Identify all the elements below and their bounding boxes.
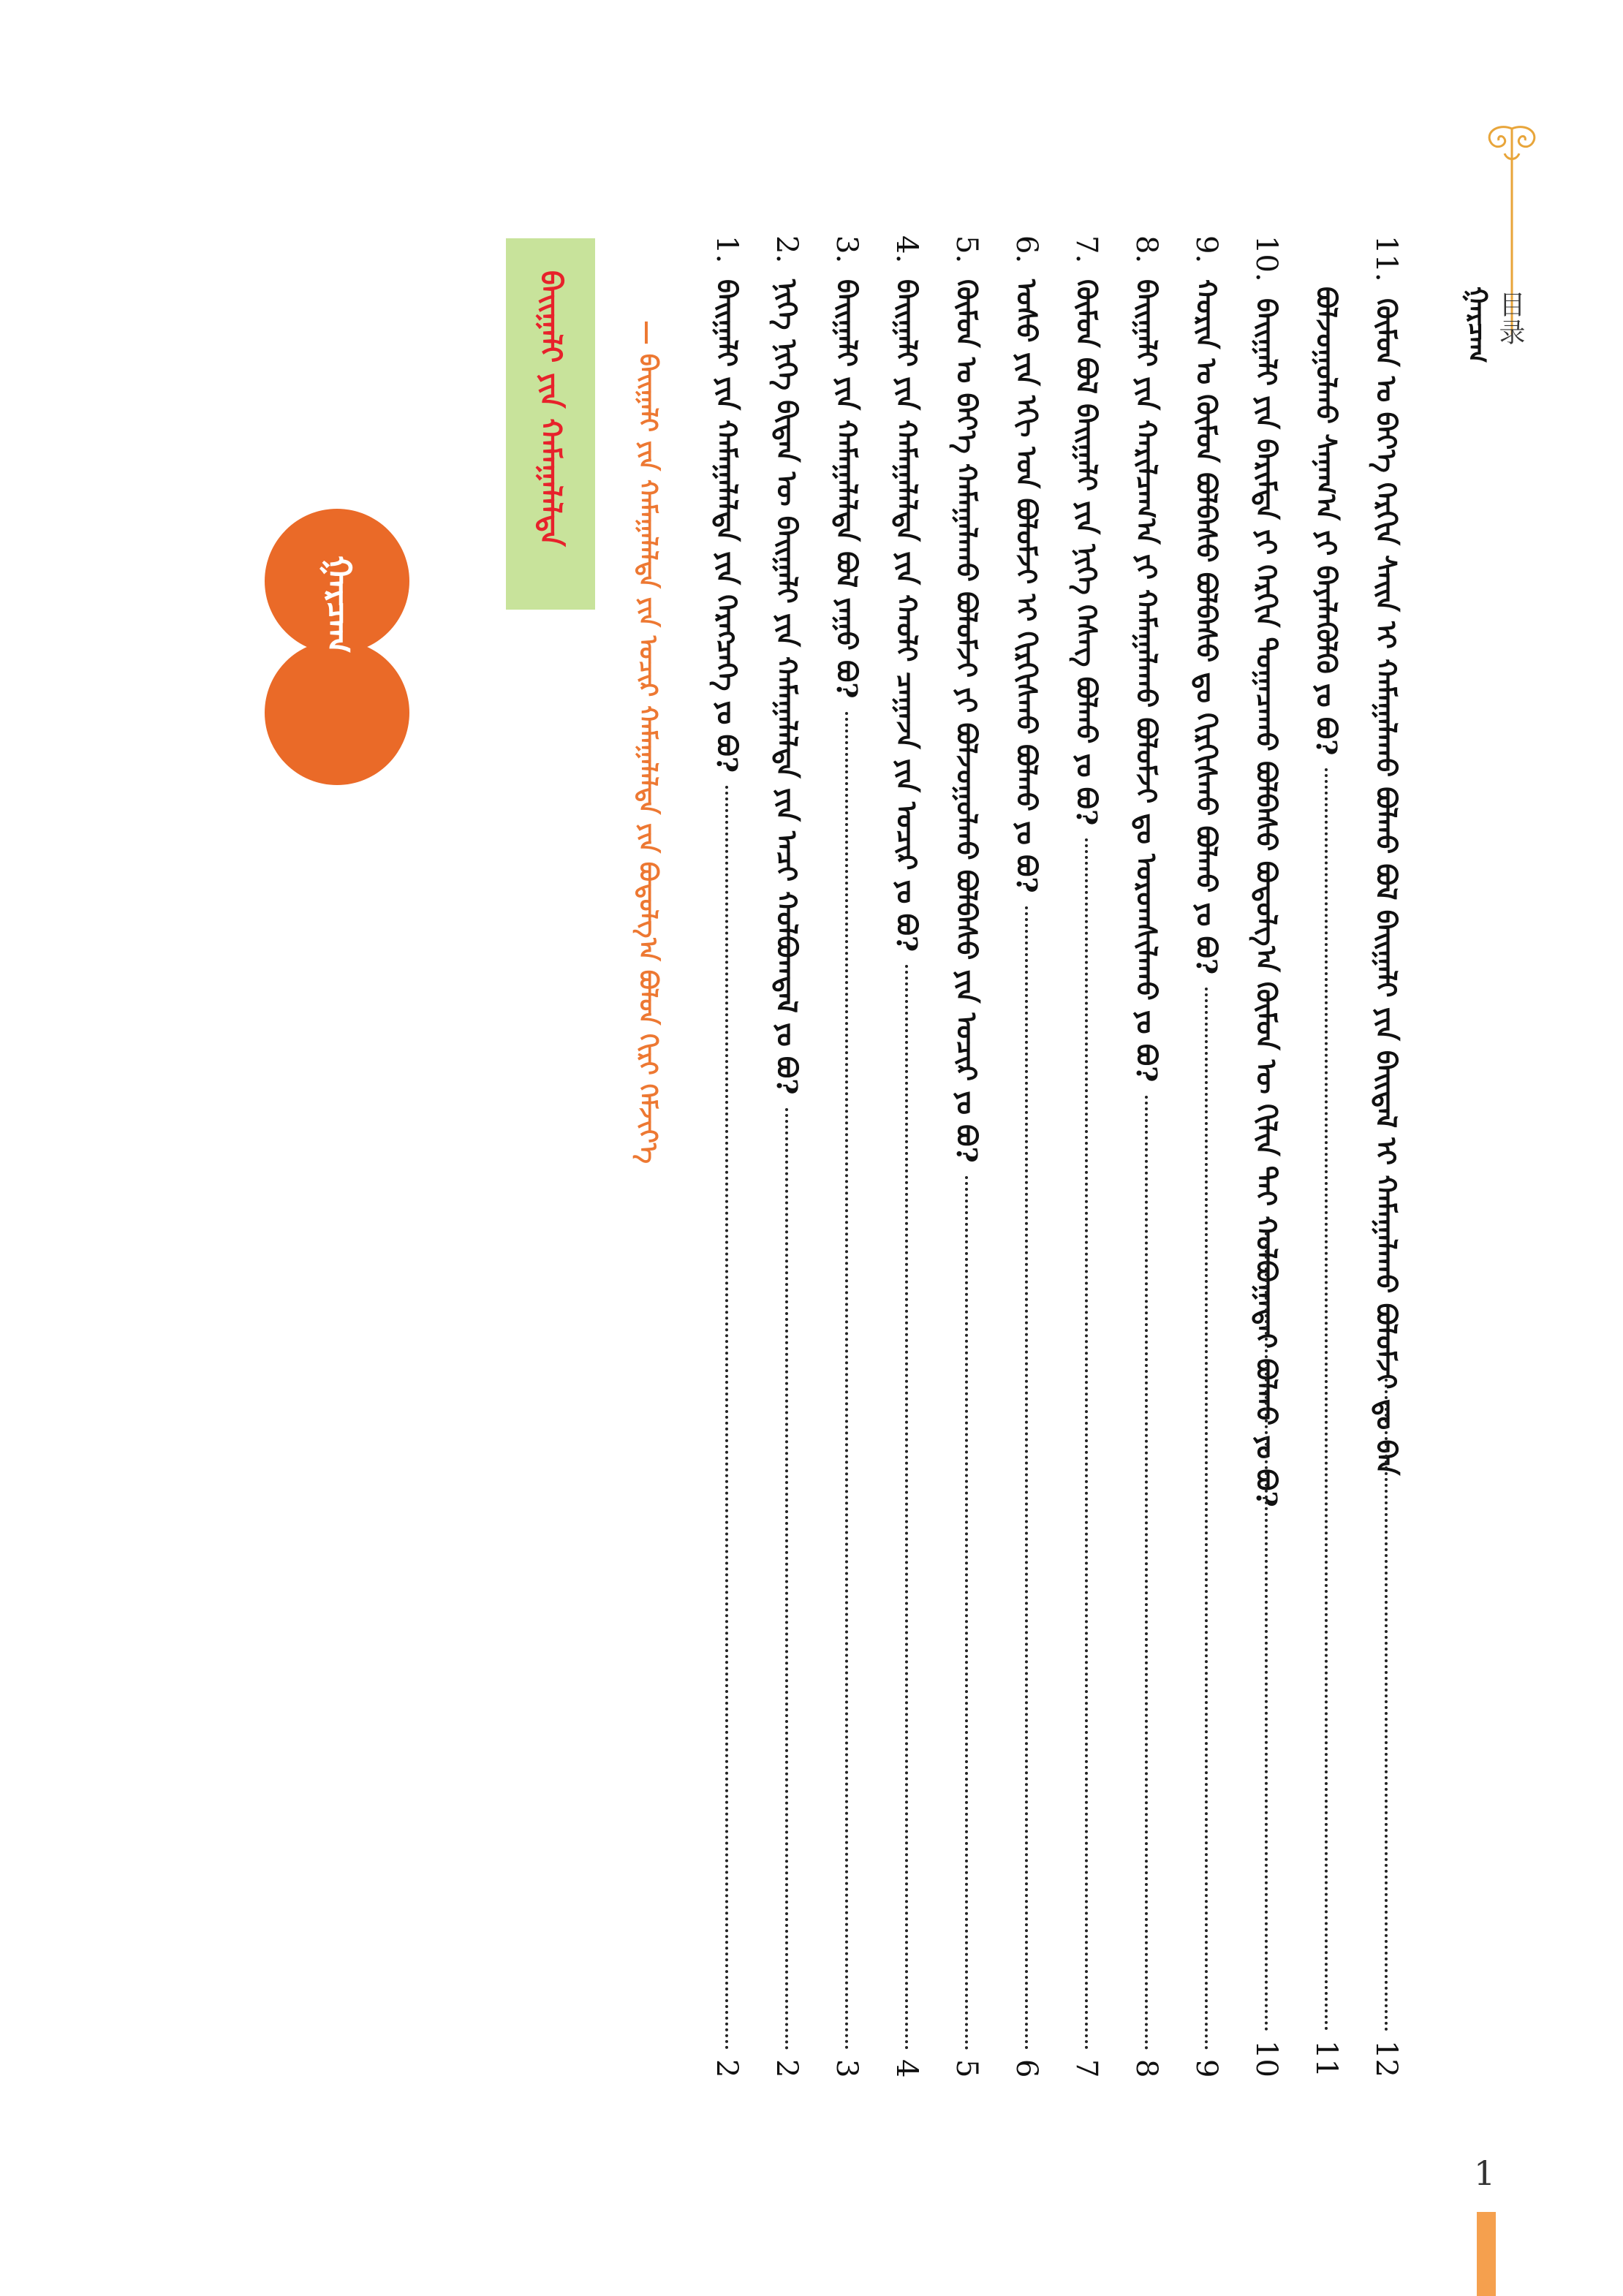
toc-entry-title: ᠪᠠᠢᠭᠠᠯᠢ ᠶᠢᠨ ᠬᠠᠮᠠᠭᠠᠯᠠᠯᠲᠠ ᠶᠢᠨ ᠬᠡᠷᠡᠭᠴᠡᠭᠡ ᠶᠤ ᠪᠤ? (711, 279, 744, 773)
toc-leader-dots (1265, 1232, 1268, 2031)
toc-entry-title: ᠬᠦᠮᠦᠨ ᠪᠣᠯ ᠪᠠᠢᠭᠠᠯᠢ ᠶᠢᠨ ᠨᠢᠭᠡ ᠬᠡᠰᠡᠭ ᠪᠣᠯᠬᠤ ᠶᠤ ᠪᠤ? (1070, 279, 1103, 826)
toc-entry-page: 4 (890, 2058, 923, 2077)
toc-entry-page: 7 (1070, 2058, 1103, 2077)
toc-entry-title: ᠪᠠᠢᠭᠠᠯᠢ ᠶᠢᠨ ᠪᠠᠷᠢᠮᠲᠠ ᠶᠢ ᠬᠡᠷᠬᠢᠨ ᠲᠣᠭᠠᠴᠠᠬᠤ ᠪᠣᠯᠪᠠᠰᠤ ᠪᠣᠳᠣᠯᠭ᠎ᠠ ᠬᠦᠮᠦᠨ ᠦ ᠬᠢᠯᠢᠨ ᠲᠠᠢ ᠬᠣᠯᠪᠣᠭᠠᠲᠠᠢ ᠪᠣᠯᠬᠤ ᠶᠤ ᠪᠤ? (1250, 298, 1283, 1507)
page-number: 1 (1474, 2153, 1496, 2193)
toc-entry-number: 2. (770, 235, 803, 264)
toc-entry-title: ᠨᠢᠭᠡ ᠨᠢᠭᠡ ᠪᠢᠳᠡᠨ ᠦ ᠪᠠᠢᠭᠠᠯᠢ ᠶᠢᠨ ᠬᠠᠮᠠᠭᠠᠯᠠᠯᠲᠠ ᠶᠢᠨ ᠠᠴᠢ ᠬᠣᠯᠪᠣᠭᠳᠠᠯ ᠶᠤ ᠪᠤ? (771, 279, 803, 1095)
toc-entry-number: 11. (1369, 235, 1403, 282)
toc-entry-page: 5 (950, 2058, 983, 2077)
toc-entry-4[interactable] (892, 235, 921, 2077)
toc-entry-11[interactable] (1369, 235, 1403, 2077)
toc-entry-title: ᠪᠠᠢᠭᠠᠯᠢ ᠶᠢᠨ ᠬᠠᠮᠠᠭᠠᠯᠠᠯᠲᠠ ᠶᠢᠨ ᠬᠠᠤᠯᠢ ᠴᠠᠭᠠᠵᠠ ᠶᠢᠨ ᠤᠴᠢᠷ ᠶᠤ ᠪᠤ? (890, 279, 923, 952)
toc-entry-9[interactable] (1189, 235, 1223, 2077)
toc-entry-page: 3 (830, 2058, 863, 2077)
toc-entry-title: ᠬᠦᠮᠦᠨ ᠤ ᠪᠡᠶ᠎ᠡ ᠬᠠᠮᠠᠭᠠᠯᠠᠬᠤ ᠪᠣᠯᠤᠮᠵᠢ ᠶᠢ ᠪᠣᠯᠵᠣᠭᠤᠯᠬᠤ ᠪᠣᠯᠪᠠᠰᠤ ᠶᠢᠨ ᠤᠴᠢᠷ ᠶᠤ ᠪᠤ? (950, 279, 983, 1163)
toc-leader-dots (1025, 906, 1028, 2050)
section-label-box (506, 238, 595, 610)
section-subtitle: — ᠪᠠᠢᠭᠠᠯᠢ ᠶᠢᠨ ᠬᠠᠮᠠᠭᠠᠯᠠᠯᠲᠠ ᠶᠢᠨ ᠤᠴᠢᠷ ᠬᠠᠮᠠᠭᠠᠯᠠᠯᠲᠠ ᠶᠢᠨ ᠪᠣᠳᠣᠯᠭ᠎ᠠ ᠪᠣᠯᠣᠨ ᠬᠢᠷᠢ ᠬᠡᠮᠵᠢᠶ᠎ᠡ (633, 320, 662, 1164)
toc-entry-title: ᠪᠠᠢᠭᠠᠯᠢ ᠶᠢᠨ ᠬᠠᠮᠠᠭᠠᠯᠠᠯᠲᠠ ᠪᠣᠯ ᠶᠠᠭᠤ ᠪᠤ? (831, 279, 863, 699)
section-label: ᠪᠠᠢᠭᠠᠯᠢ ᠶᠢᠨ ᠬᠠᠮᠠᠭᠠᠯᠠᠯᠲᠠ (534, 270, 568, 547)
toc-entry-number: 6. (1010, 235, 1043, 264)
toc-leader-dots (1325, 768, 1328, 2031)
toc-entry-page: 12 (1369, 2040, 1403, 2077)
toc-entry-1[interactable] (710, 235, 744, 2077)
page-tab (1477, 2212, 1496, 2296)
toc-entry-5[interactable] (952, 235, 981, 2077)
toc-entry-3[interactable] (832, 235, 861, 2077)
toc-leader-dots (905, 965, 908, 2050)
toc-leader-dots (1145, 1096, 1148, 2050)
toc-entry-number: 10. (1249, 235, 1283, 282)
toc-leader-dots (1085, 838, 1088, 2050)
toc-entry-8[interactable] (1132, 235, 1161, 2077)
toc-leader-dots (965, 1176, 968, 2050)
toc-entry-number: 8. (1130, 235, 1163, 264)
toc-leader-dots (1205, 988, 1208, 2050)
toc-entry-number: 5. (950, 235, 983, 264)
toc-entry-7[interactable] (1072, 235, 1101, 2077)
toc-entry-page: 9 (1189, 2058, 1223, 2077)
toc-entry-number: 4. (890, 235, 923, 264)
toc-entry-6[interactable] (1012, 235, 1041, 2077)
toc-leader-dots (845, 712, 848, 2050)
toc-entry-page: 6 (1010, 2058, 1043, 2077)
toc-entry-page: 10 (1249, 2040, 1283, 2077)
section-header-chinese: 目录 (1495, 291, 1525, 346)
toc-entry-10[interactable] (1249, 235, 1283, 2077)
toc-leader-dots (785, 1108, 788, 2050)
toc-leader-dots (725, 786, 728, 2050)
toc-entry-title: ᠤᠰᠤ ᠶᠢᠨ ᠡᠬᠢ ᠤᠨ ᠪᠣᠯᠤᠮᠵᠢ ᠢ ᠬᠢᠷᠭᠢᠰᠬᠤ ᠪᠣᠯᠬᠤ ᠶᠤ ᠪᠤ? (1010, 279, 1043, 893)
toc-entry-number: 1. (710, 235, 744, 264)
toc-entry-title: ᠬᠦᠮᠦᠨ ᠤ ᠪᠡᠶ᠎ᠡ ᠬᠡᠷᠬᠢᠨ ᠰᠠᠢᠨ ᠢ ᠬᠠᠮᠠᠭᠠᠯᠠᠬᠤ ᠪᠣᠯᠬᠤ ᠪᠣᠯ ᠪᠠᠢᠭᠠᠯᠢ ᠶᠢᠨ ᠪᠠᠢᠳᠠᠯ ᠢ ᠬᠠᠮᠠᠭᠠᠯᠠᠬᠤ ᠪᠣᠯᠤᠮᠵᠢ ᠳᠤ ᠪᠠᠨ (1370, 298, 1403, 1475)
toc-entry-page: 2 (770, 2058, 803, 2077)
toc-entry-2[interactable] (772, 235, 801, 2077)
toc-entry-page: 8 (1130, 2058, 1163, 2077)
orange-circle-bottom (265, 640, 409, 785)
toc-entry-number: 7. (1070, 235, 1103, 264)
toc-entry-title: ᠬᠣᠷᠢᠨ ᠤ ᠬᠦᠮᠦᠨ ᠪᠣᠯᠪᠠᠰᠤ ᠪᠣᠯᠪᠠᠰᠤ ᠳᠤ ᠬᠢᠷᠭᠢᠰᠬᠤ ᠪᠣᠯᠬᠤ ᠶᠤ ᠪᠤ? (1190, 279, 1223, 975)
toc-leader-dots (1385, 1379, 1388, 2031)
toc-entry-title: ᠪᠠᠢᠭᠠᠯᠢ ᠶᠢᠨ ᠬᠠᠷᠢᠯᠴᠠᠭ᠎ᠠ ᠶᠢ ᠬᠠᠮᠠᠭᠠᠯᠠᠬᠤ ᠪᠣᠯᠤᠮᠵᠢ ᠳᠤ ᠤᠷᠤᠭᠰᠢᠯᠠᠬᠤ ᠶᠤ ᠪᠤ? (1130, 279, 1163, 1083)
toc-entry-page: 2 (710, 2058, 744, 2077)
toc-entry-page: 11 (1309, 2040, 1343, 2077)
circle-label: ᠭᠠᠷᠴᠠᠭ (319, 556, 359, 653)
toc-entry-title-continuation: ᠪᠣᠯᠵᠣᠭᠤᠯᠬᠤ ᠰᠠᠨᠠᠭ᠎ᠠ ᠶᠢ ᠪᠡᠶᠡᠯᠡᠭᠦᠯᠬᠦ ᠶᠤ ᠪᠤ? (1310, 287, 1343, 756)
toc-entry-number: 9. (1189, 235, 1223, 264)
section-header-mongolian: ᠭᠠᠷᠴᠠᠭ (1462, 287, 1493, 363)
toc-entry-11-continuation[interactable] (1309, 287, 1343, 2077)
toc-entry-number: 3. (830, 235, 863, 264)
